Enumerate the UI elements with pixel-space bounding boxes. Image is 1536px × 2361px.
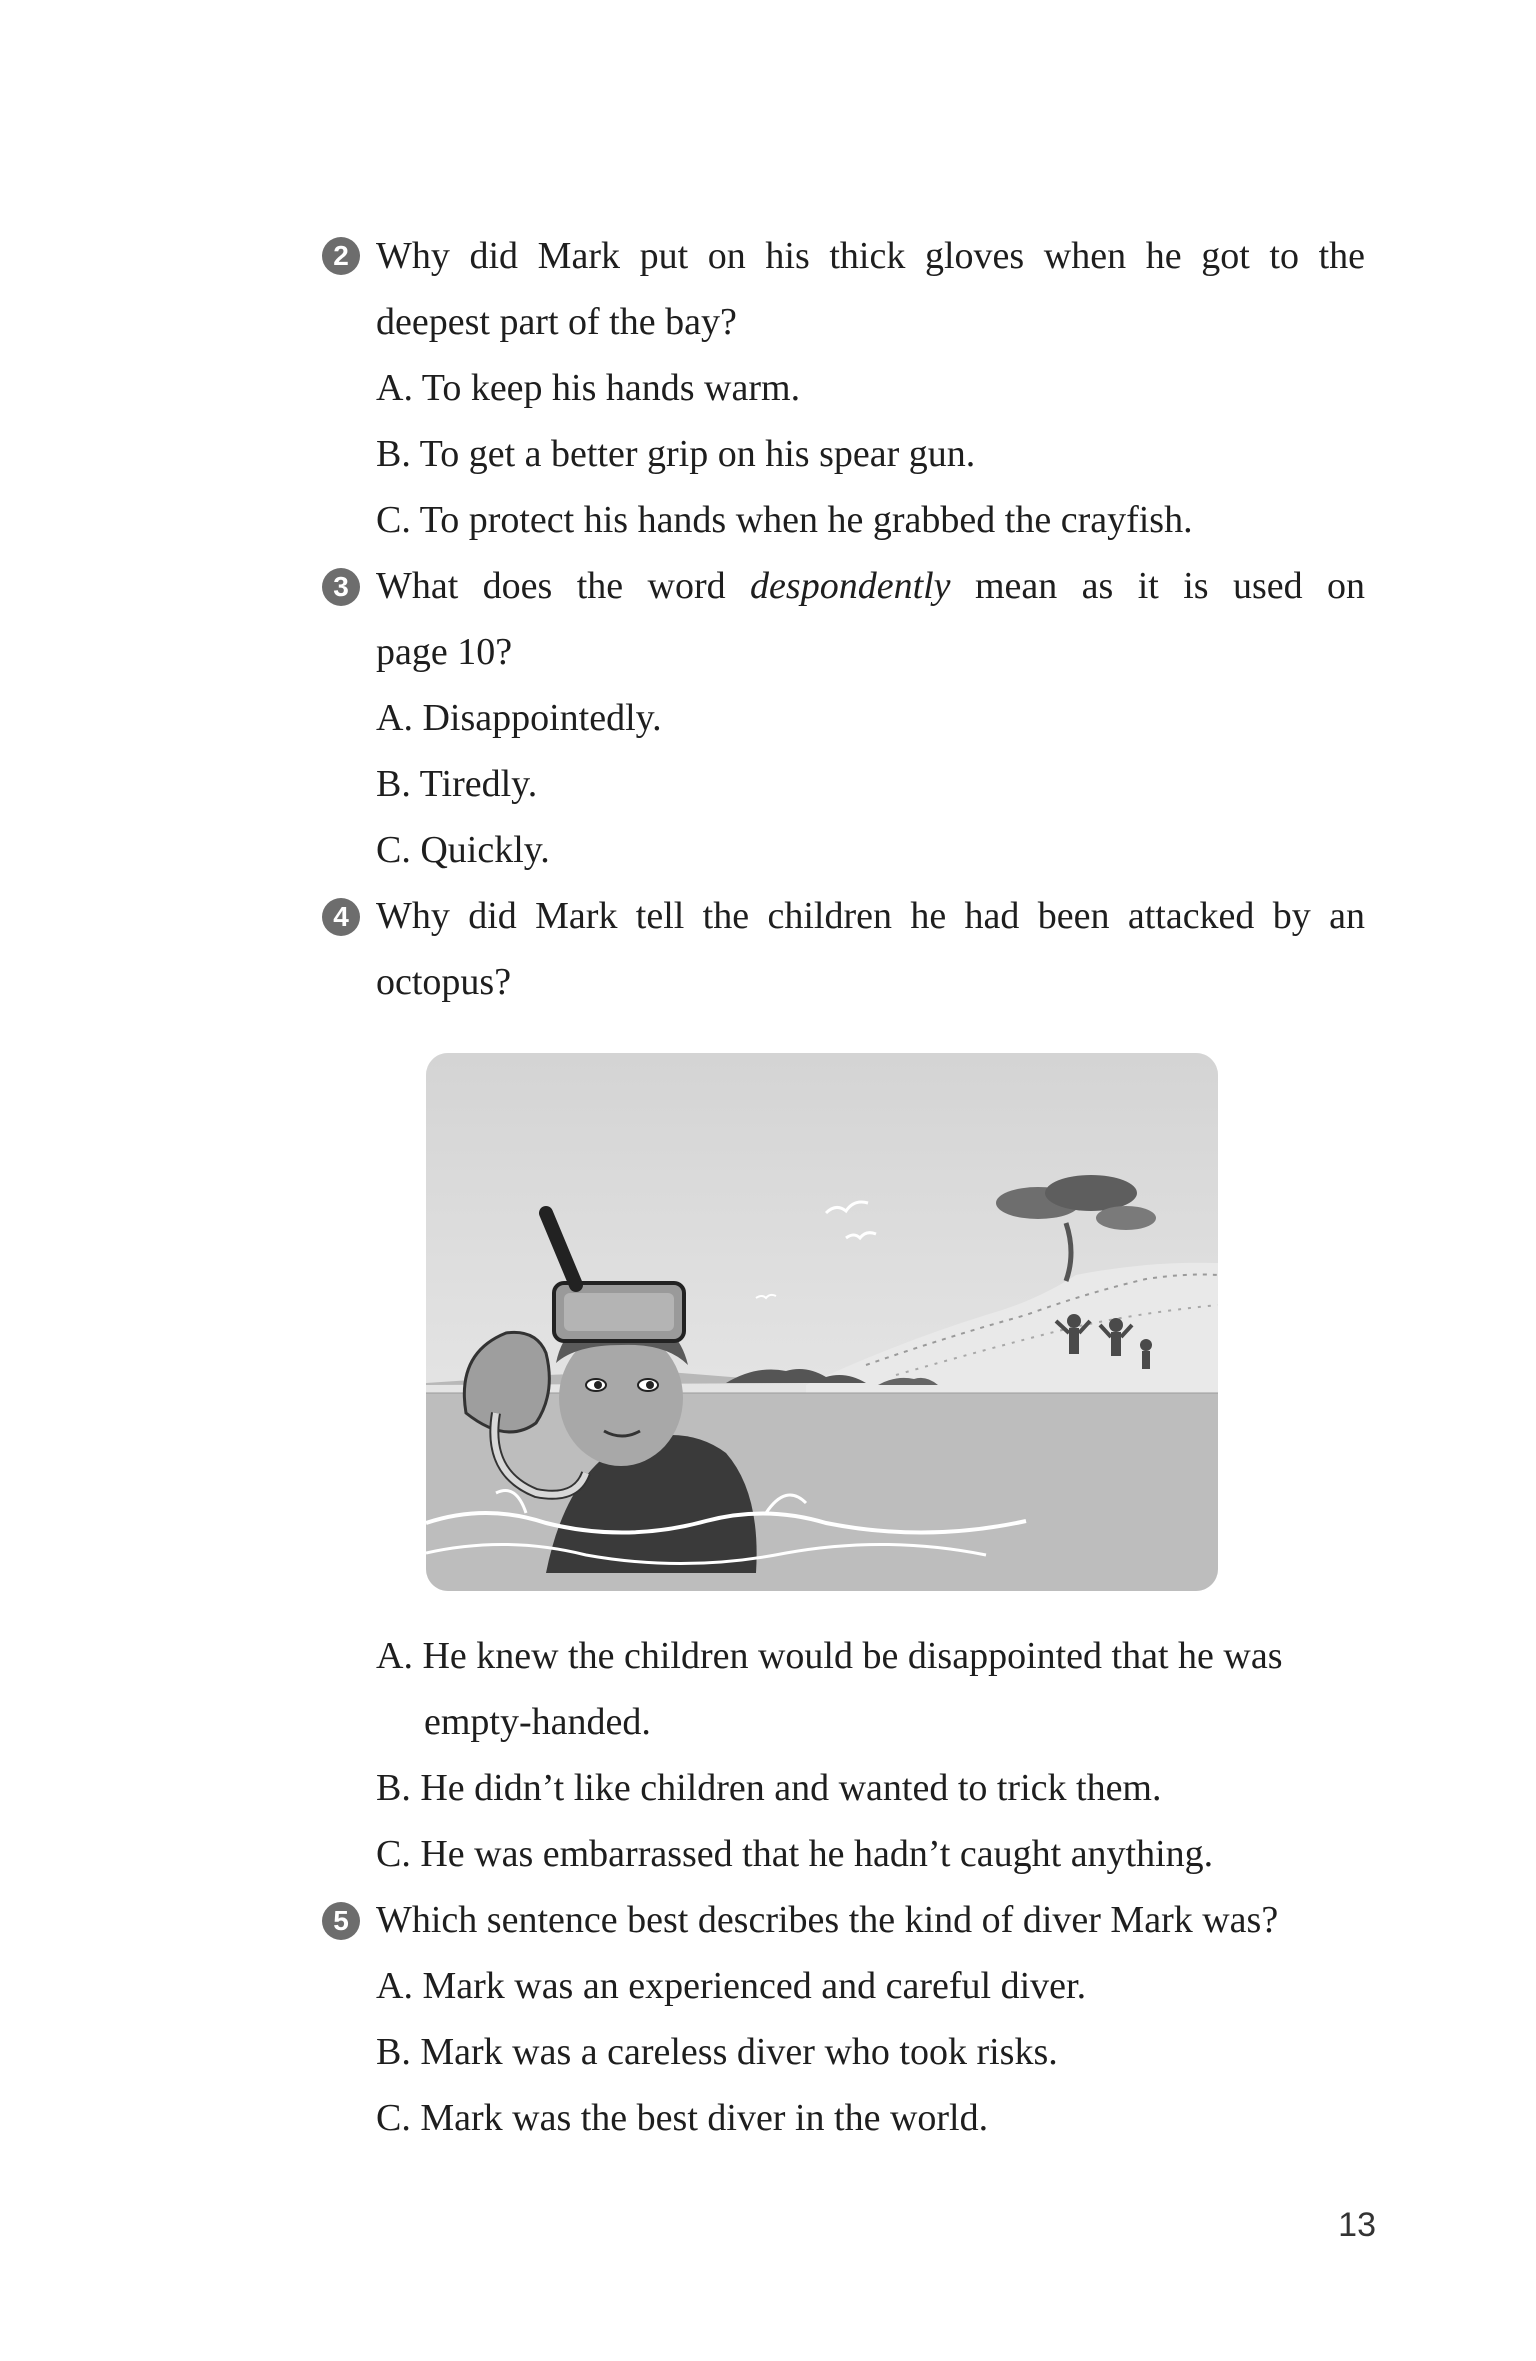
answer-option-c[interactable]: C. He was embarrassed that he hadn’t caught anything. bbox=[376, 1833, 1214, 1875]
question-stem-line: Which sentence best describes the kind of diver Mark was? bbox=[376, 1899, 1279, 1941]
question-stem-line: octopus? bbox=[376, 961, 512, 1003]
illustration-svg bbox=[426, 1053, 1218, 1591]
stem-text: What does the word bbox=[376, 565, 751, 607]
answer-option-a-continued[interactable]: empty-handed. bbox=[424, 1701, 651, 1743]
answer-option-c[interactable]: C. Quickly. bbox=[376, 829, 550, 871]
answer-option-a[interactable]: A. He knew the children would be disappointed that he was bbox=[376, 1635, 1283, 1677]
answer-option-c[interactable]: C. To protect his hands when he grabbed the crayfish. bbox=[376, 499, 1193, 541]
question-stem-line: Why did Mark put on his thick gloves when he got to the bbox=[376, 235, 1365, 277]
answer-option-a[interactable]: A. Disappointedly. bbox=[376, 697, 662, 739]
question-stem-line bbox=[376, 553, 1365, 619]
question-number-badge: 4 bbox=[322, 898, 360, 936]
answer-option-b[interactable]: B. Tiredly. bbox=[376, 763, 538, 805]
answer-option-b[interactable]: B. He didn’t like children and wanted to trick them. bbox=[376, 1767, 1162, 1809]
question-stem-line: Why did Mark tell the children he had been attacked by an bbox=[376, 895, 1365, 937]
question-number-badge: 5 bbox=[322, 1902, 360, 1940]
answer-option-a[interactable]: A. To keep his hands warm. bbox=[376, 367, 801, 409]
vocabulary-word: despondently bbox=[750, 565, 951, 607]
diver-in-sea-illustration bbox=[426, 1053, 1218, 1591]
question-stem-line: page 10? bbox=[376, 631, 513, 673]
stem-text: mean as it is used on bbox=[950, 565, 1365, 607]
page-number: 13 bbox=[1338, 2206, 1376, 2244]
answer-option-b[interactable]: B. To get a better grip on his spear gun. bbox=[376, 433, 976, 475]
question-stem-line: deepest part of the bay? bbox=[376, 301, 737, 343]
question-number-badge: 2 bbox=[322, 237, 360, 275]
answer-option-b[interactable]: B. Mark was a careless diver who took risks. bbox=[376, 2031, 1058, 2073]
answer-option-a[interactable]: A. Mark was an experienced and careful diver. bbox=[376, 1965, 1087, 2007]
answer-option-c[interactable]: C. Mark was the best diver in the world. bbox=[376, 2097, 989, 2139]
question-number-badge: 3 bbox=[322, 568, 360, 606]
